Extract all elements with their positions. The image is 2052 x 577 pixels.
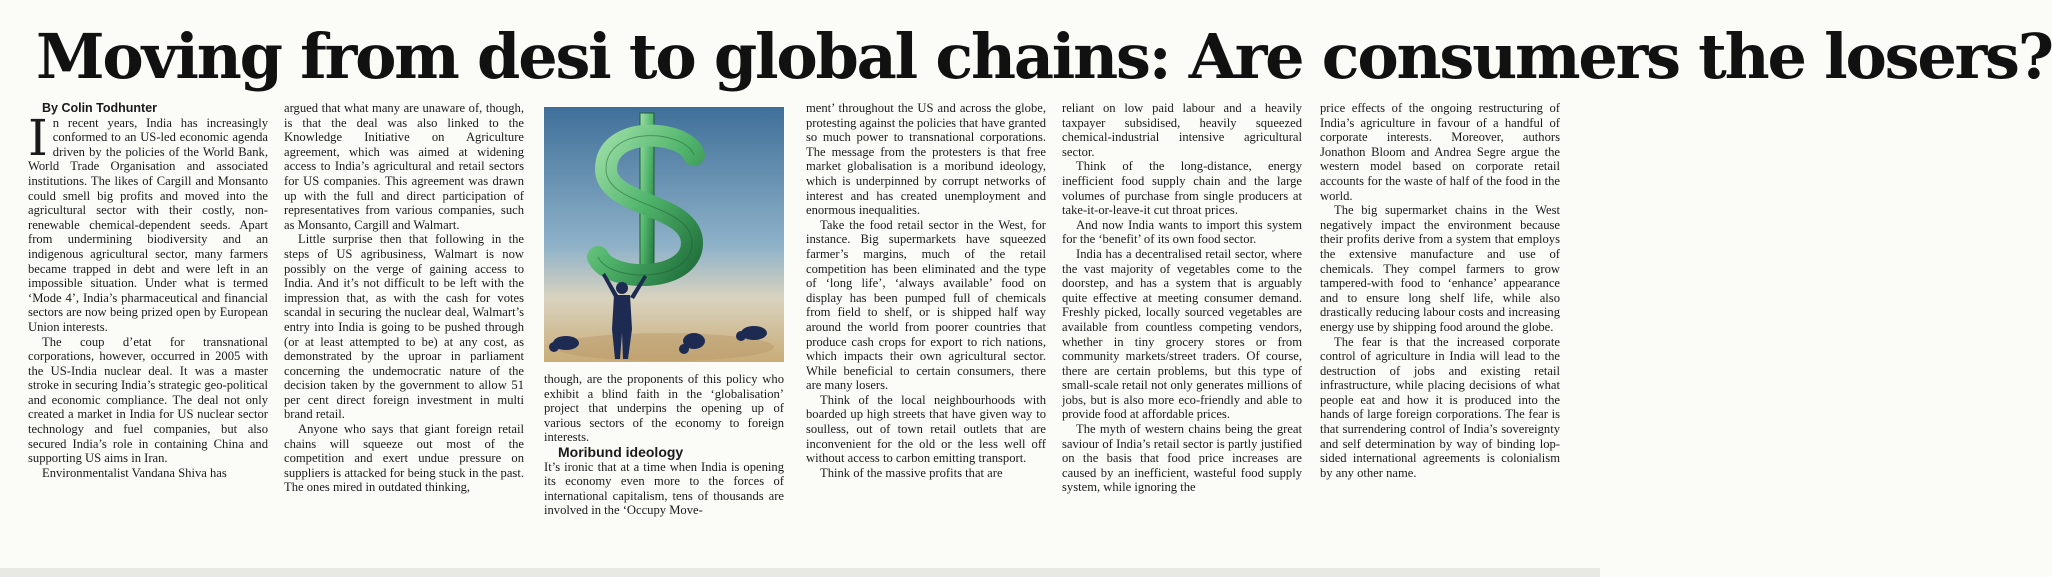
article-column-6 [1320,101,1560,567]
paragraph: Anyone who says that giant foreign retail chains will squeeze out most of the competition and exert undue pressure on suppliers is attacked for being stuck in the past. The ones mired in outdated thinking, [284,422,524,495]
article-column-4 [806,101,1046,567]
article-column-2 [284,101,524,567]
paragraph: reliant on low paid labour and a heavily taxpayer subsidised, heavily squeezed chemical-industrial intensive agricultural sector. [1062,101,1302,159]
paragraph: Little surprise then that following in the steps of US agribusiness, Walmart is now possibly on the verge of gaining access to India. And it’s not difficult to be left with the impression that, as with the cash for votes scandal in securing the nuclear deal, Walmart’s entry into India is going to be pushed through (or at least attempted to be) at any cost, as demonstrated by the uproar in parliament concerning the undemocratic nature of the decision taken by the government to allow 51 per cent direct foreign investment in multi brand retail. [284,232,524,422]
paragraph: India has a decentralised retail sector, where the vast majority of vegetables come to the doorstep, and has a system that is arguably quite effective at meeting consumer demand. Freshly picked, locally sourced vegetables are available from countless competing vendors, whether in tiny grocery stores or from community markets/street traders. Of course, there are certain problems, but this type of small-scale retail not only generates millions of jobs, but is also more eco-friendly and able to provide food at affordable prices. [1062,246,1302,422]
paragraph: The big supermarket chains in the West negatively impact the environment because their profits derive from a system that employs the extensive manufacture and use of chemicals. They compel farmers to grow tampered-with food to ‘enhance’ appearance and to ensure long shelf life, while also drastically reducing labour costs and increasing energy use by shipping food around the globe. [1320,203,1560,334]
article-column-5 [1062,101,1302,567]
dollar-sign-photo [544,107,784,362]
paragraph: ment’ throughout the US and across the globe, protesting against the policies that have granted so much power to transnational corporations. The message from the protesters is that free market globalisation is a moribund ideology, which is underpinned by corrupt networks of interest and has created unemployment and enormous inequalities. [806,101,1046,218]
headline: Moving from desi to global chains: Are consumers the losers? [36,20,2052,93]
paragraph: The myth of western chains being the great saviour of India’s retail sector is partly justified on the basis that food price increases are caused by an inefficient, wasteful food supply system, while ignoring the [1062,422,1302,495]
paragraph: And now India wants to import this system for the ‘benefit’ of its own food sector. [1062,217,1302,247]
page-bottom-strip [0,568,1600,577]
article-column-1 [28,101,268,567]
paragraph: argued that what many are unaware of, though, is that the deal was also linked to the Knowledge Initiative on Agriculture agreement, which was aimed at widening access to India’s agricultural and retail sectors for US companies. This agreement was drawn up with the full and direct participation of representatives from various companies, such as Monsanto, Cargill and Walmart. [284,101,524,232]
paragraph: price effects of the ongoing restructuring of India’s agriculture in favour of a handful of corporate interests. Moreover, authors Jonathon Bloom and Andrea Segre argue the western model based on corporate retail accounts for the waste of half of the food in the world. [1320,101,1560,203]
paragraph: Think of the massive profits that are [820,465,1003,480]
paragraph: The coup d’etat for transnational corporations, however, occurred in 2005 with the US-India nuclear deal. It was a master stroke in securing India’s strategic geo-political and economic compliance. The deal not only created a market in India for US nuclear sector technology and fuel companies, but also secured India’s role in containing China and supporting US aims in Iran. [28,334,268,466]
byline: By Colin Todhunter [42,101,158,115]
paragraph: though, are the proponents of this policy who exhibit a blind faith in the ‘globalisation’ project that underpins the opening up of various sectors of the economy to foreign interests. [544,372,784,445]
article-column-3 [544,101,784,567]
paragraph: Think of the long-distance, energy inefficient food supply chain and the large volumes of purchase from single producers at take-it-or-leave-it cut throat prices. [1062,159,1302,218]
paragraph: The fear is that the increased corporate control of agriculture in India will lead to the destruction of jobs and existing retail infrastructure, while placing decisions of what people eat and how it is produced into the hands of large foreign corporations. The fear is that surrendering control of India’s sovereignty and self determination by way of binding lop-sided international agreements is colonialism by any other name. [1320,334,1560,480]
paragraph: Think of the local neighbourhoods with boarded up high streets that have given way to soulless, out of town retail outlets that are inconvenient for the old or the less well off without access to carbon emitting transport. [806,392,1046,466]
drop-cap: I [28,108,48,167]
subheading: Moribund ideology [558,443,684,460]
paragraph: Take the food retail sector in the West, for instance. Big supermarkets have squeezed farmer’s margins, much of the retail competition has been eliminated and the type of ‘long life’, ‘always available’ food on display has been pumped full of chemicals from field to shelf, or is shipped half way around the world from poorer countries that produce cash crops for export to rich nations, which impacts their own agricultural sector. While beneficial to certain consumers, there are many losers. [806,217,1046,393]
paragraph: Environmentalist Vandana Shiva has [42,465,227,480]
paragraph-text: n recent years, India has increasingly conformed to an US-led economic agenda driven by the policies of the World Bank, World Trade Organisation and associated institutions. The likes of Cargill and Monsanto could smell big profits and moved into the agricultural sector with their costly, non-renewable chemical-dependent seeds. Apart from undermining biodiversity and an indigenous agricultural sector, many farmers became trapped in debt and were left in an impossible situation. Under what is termed ‘Mode 4’, India’s pharmaceutical and financial sectors are now being prized open by European Union interests. [28,115,268,334]
paragraph: It’s ironic that at a time when India is opening its economy even more to the forces of international capitalism, tens of thousands are involved in the ‘Occupy Move- [544,459,784,518]
